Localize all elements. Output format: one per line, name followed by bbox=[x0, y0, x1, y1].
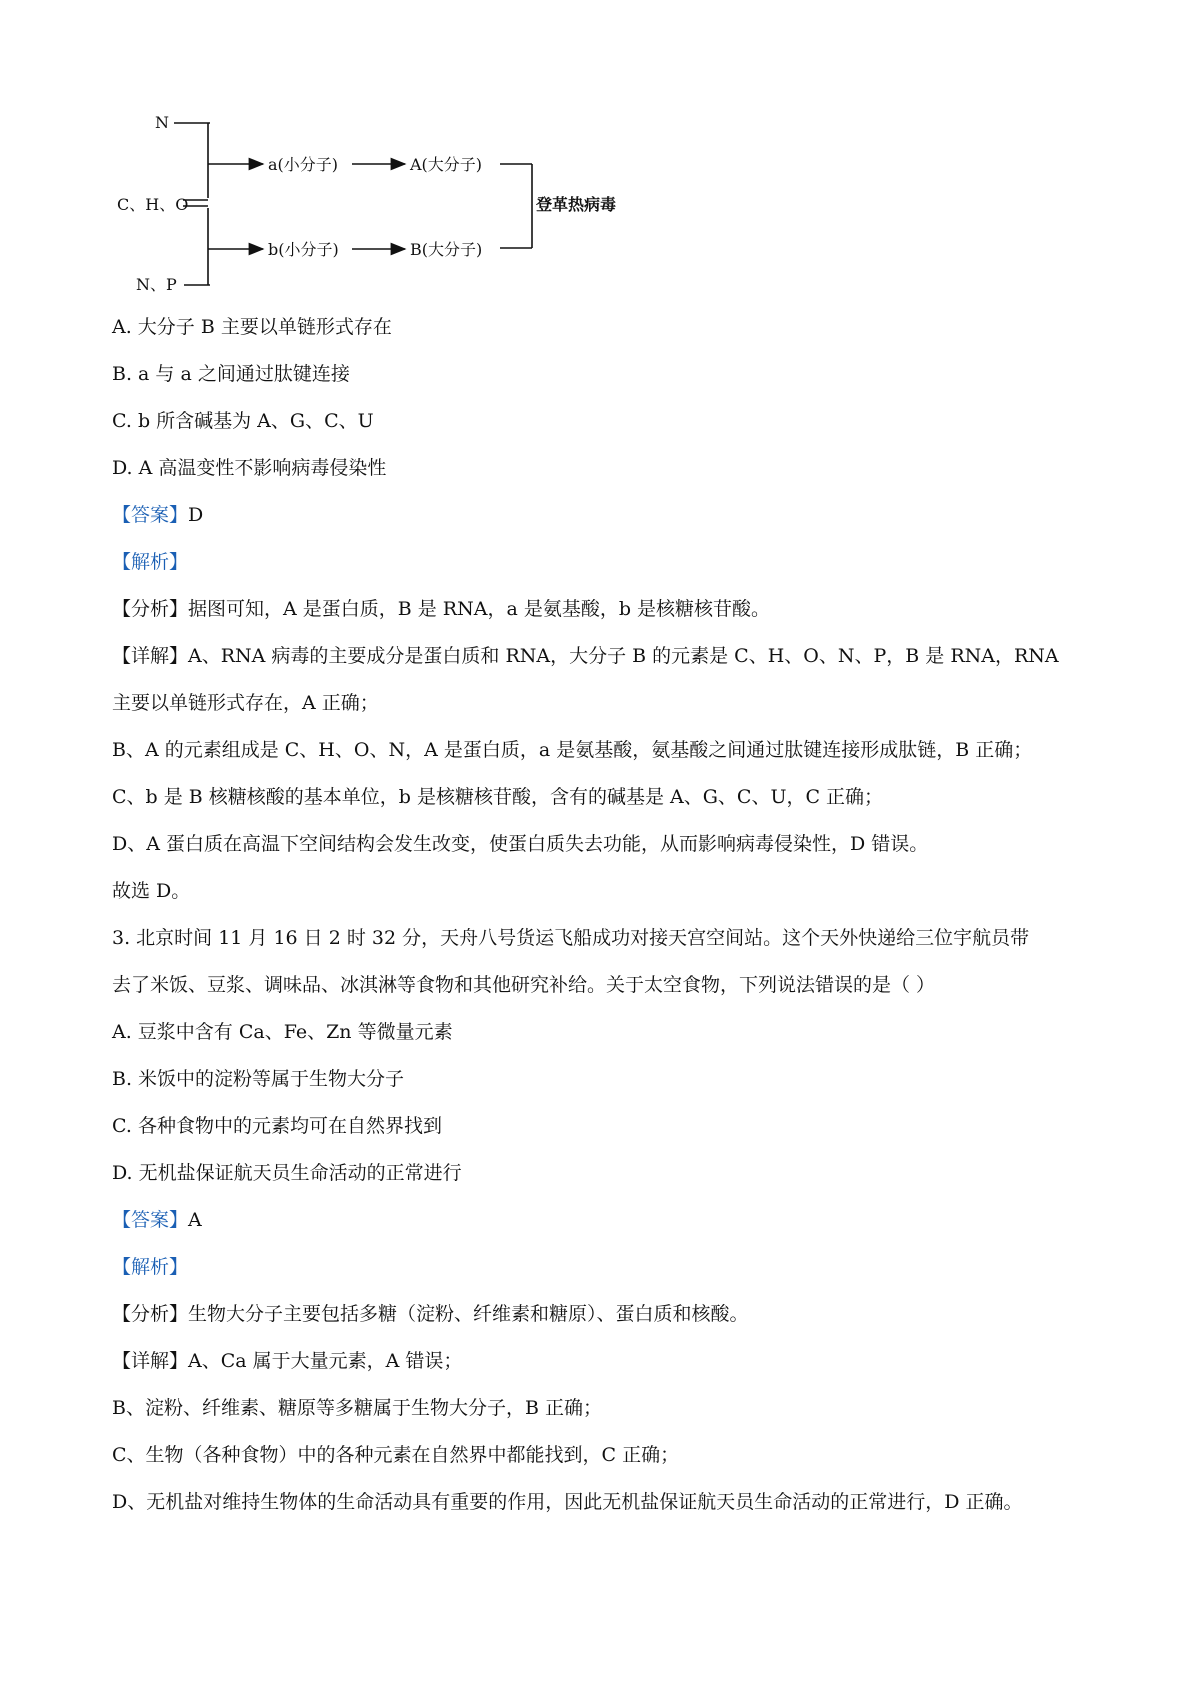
q2-explanation-line: 【详解】A、RNA 病毒的主要成分是蛋白质和 RNA，大分子 B 的元素是 C、H、O、N、P，B 是 RNA，RNA bbox=[112, 645, 1059, 667]
cho-label: C、H、O bbox=[117, 195, 189, 214]
np-label: N、P bbox=[136, 275, 177, 294]
q3-option-d: D. 无机盐保证航天员生命活动的正常进行 bbox=[112, 1162, 462, 1184]
q3-explanation-line: 【分析】生物大分子主要包括多糖（淀粉、纤维素和糖原）、蛋白质和核酸。 bbox=[112, 1303, 749, 1325]
q3-option-c: C. 各种食物中的元素均可在自然界找到 bbox=[112, 1115, 442, 1137]
virus-label: 登革热病毒 bbox=[536, 195, 617, 214]
answer-tag: 【答案】 bbox=[112, 1209, 189, 1231]
q2-explanation-line: 故选 D。 bbox=[112, 880, 191, 902]
q2-explanation-line: C、b 是 B 核糖核酸的基本单位，b 是核糖核苷酸，含有的碱基是 A、G、C、U，C 正确； bbox=[112, 786, 884, 808]
q2-explanation-line: 【分析】据图可知，A 是蛋白质，B 是 RNA，a 是氨基酸，b 是核糖核苷酸。 bbox=[112, 598, 771, 620]
q2-explanation-line: D、A 蛋白质在高温下空间结构会发生改变，使蛋白质失去功能，从而影响病毒侵染性，D 错误。 bbox=[112, 833, 929, 855]
q3-option-a: A. 豆浆中含有 Ca、Fe、Zn 等微量元素 bbox=[112, 1021, 453, 1043]
q2-explanation-line: 主要以单链形式存在，A 正确； bbox=[112, 692, 379, 714]
q3-explanation-line: C、生物（各种食物）中的各种元素在自然界中都能找到，C 正确； bbox=[112, 1444, 680, 1466]
A-label: A(大分子) bbox=[410, 155, 483, 174]
q2-explanation-line: B、A 的元素组成是 C、H、O、N，A 是蛋白质，a 是氨基酸，氨基酸之间通过肽键连接形成肽链，B 正确； bbox=[112, 739, 1033, 761]
n-label: N bbox=[155, 113, 169, 132]
a-label: a(小分子) bbox=[268, 155, 339, 174]
q2-option-a: A. 大分子 B 主要以单链形式存在 bbox=[112, 316, 392, 338]
q3-explanation-line: D、无机盐对维持生物体的生命活动具有重要的作用，因此无机盐保证航天员生命活动的正常进行，D 正确。 bbox=[112, 1491, 1023, 1513]
q2-answer bbox=[112, 502, 203, 528]
answer-tag: 【答案】 bbox=[112, 504, 189, 526]
q3-analysis-tag: 【解析】 bbox=[112, 1256, 189, 1278]
B-label: B(大分子) bbox=[410, 240, 483, 259]
q3-option-b: B. 米饭中的淀粉等属于生物大分子 bbox=[112, 1068, 405, 1090]
q3-explanation-line: B、淀粉、纤维素、糖原等多糖属于生物大分子，B 正确； bbox=[112, 1397, 602, 1419]
q2-option-d: D. A 高温变性不影响病毒侵染性 bbox=[112, 457, 387, 479]
answer-value: D bbox=[188, 504, 204, 526]
q3-explanation-line: 【详解】A、Ca 属于大量元素，A 错误； bbox=[112, 1350, 463, 1372]
molecule-composition-diagram bbox=[100, 100, 660, 300]
q2-option-c: C. b 所含碱基为 A、G、C、U bbox=[112, 410, 374, 432]
b-label: b(小分子) bbox=[268, 240, 339, 259]
answer-value: A bbox=[188, 1209, 202, 1231]
q3-answer bbox=[112, 1207, 202, 1233]
q3-stem-line: 3. 北京时间 11 月 16 日 2 时 32 分，天舟八号货运飞船成功对接天宫空间站。这个天外快递给三位宇航员带 bbox=[112, 927, 1030, 949]
q3-stem-line: 去了米饭、豆浆、调味品、冰淇淋等食物和其他研究补给。关于太空食物，下列说法错误的是（ ） bbox=[112, 974, 936, 996]
q2-option-b: B. a 与 a 之间通过肽键连接 bbox=[112, 363, 350, 385]
q2-analysis-tag: 【解析】 bbox=[112, 551, 189, 573]
